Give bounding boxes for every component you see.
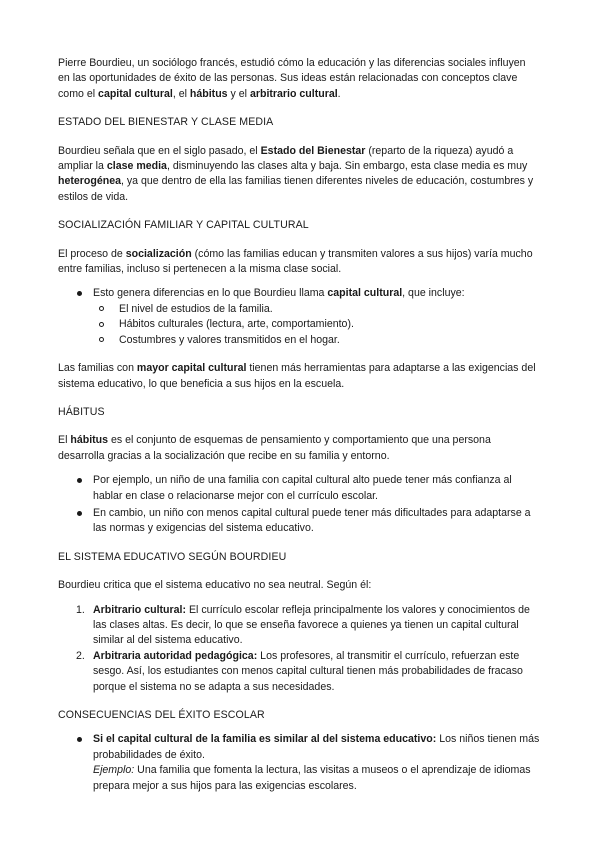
sub-list-item: [93, 333, 540, 348]
numbered-item-text: El currículo escolar refleja principalmente los valores y conocimientos de las clases altas. Es decir, lo que se enseña favorece a quienes ya tienen un capital cultural similar al del sistema educativo.: [93, 603, 530, 647]
hollow-bullet-icon: [99, 337, 104, 342]
list-item: [58, 286, 540, 348]
intro-text: .: [337, 87, 341, 100]
intro-term-capital-cultural: capital cultural: [98, 87, 173, 100]
paragraph-text: tienen más herramientas para adaptarse a las exigencias del sistema educativo, lo que beneficia a sus hijos en la escuela.: [58, 362, 536, 390]
term-arbitrario-cultural: Arbitrario cultural:: [93, 603, 187, 616]
paragraph-text: , ya que dentro de ella las familias tienen diferentes niveles de educación, costumbres y estilos de vida.: [58, 175, 534, 203]
paragraph-text: Las familias con: [58, 362, 137, 375]
bullet-icon: [77, 511, 82, 516]
socializacion-paragraph: [58, 247, 540, 278]
list-item-text: En cambio, un niño con menos capital cultural puede tener más dificultades para adaptarse a las normas y exigencias del sistema educativo.: [93, 506, 531, 535]
term-clase-media: clase media: [106, 160, 167, 173]
paragraph-text: Bourdieu señala que en el siglo pasado, el: [58, 144, 261, 157]
term-habitus: hábitus: [70, 434, 109, 447]
intro-paragraph: [58, 56, 540, 102]
estado-bienestar-paragraph: [58, 144, 540, 206]
term-socializacion: socialización: [125, 247, 192, 260]
bullet-icon: [77, 737, 82, 742]
paragraph-text: El: [58, 434, 71, 447]
item-number: 1.: [76, 603, 85, 616]
paragraph-text: , disminuyendo las clases alta y baja. Sin embargo, esta clase media es muy: [166, 160, 528, 173]
bullet-icon: [77, 478, 82, 483]
term-arbitraria-autoridad: Arbitraria autoridad pedagógica:: [93, 649, 258, 662]
capital-cultural-list: [58, 286, 540, 348]
list-item: [58, 473, 540, 504]
section-heading-habitus: HÁBITUS: [58, 405, 105, 418]
sub-list-item: [93, 302, 540, 317]
paragraph-text: es el conjunto de esquemas de pensamiento y comportamiento que una persona desarrolla gracias a la socialización que recibe en su familia y entorno.: [58, 434, 491, 462]
paragraph-text: (cómo las familias educan y transmiten valores a sus hijos) varía mucho entre familias, incluso si pertenecen a la misma clase social.: [58, 247, 533, 276]
term-estado-bienestar: Estado del Bienestar: [260, 144, 366, 157]
habitus-examples-list: [58, 473, 540, 537]
intro-term-arbitrario: arbitrario cultural: [249, 87, 338, 100]
sub-list-item-text: Hábitos culturales (lectura, arte, comportamiento).: [119, 318, 354, 331]
list-item-text: Esto genera diferencias en lo que Bourdieu llama: [93, 287, 328, 300]
document-page: [58, 56, 540, 807]
intro-text: Pierre Bourdieu, un sociólogo francés, estudió cómo la educación y las diferencias sociales influyen en las oportunidades de éxito de las personas. Sus ideas están relacionadas con conceptos clave como el: [58, 57, 526, 100]
mayor-capital-paragraph: [58, 361, 540, 392]
sistema-educativo-list: [58, 603, 540, 695]
list-item-text: Por ejemplo, un niño de una familia con capital cultural alto puede tener más confianza al hablar en clase o relacionarse mejor con el currículo escolar.: [93, 474, 512, 502]
intro-text: y el: [227, 87, 250, 100]
hollow-bullet-icon: [99, 322, 104, 327]
sub-list-item: [93, 317, 540, 332]
intro-text: , el: [172, 87, 190, 100]
numbered-item-text: Los profesores, al transmitir el currículo, refuerzan este sesgo. Así, los estudiantes con menos capital cultural tienen más probabilidades de fracaso porque el sistema no se adapta a sus necesidades.: [93, 649, 523, 693]
term-mayor-capital-cultural: mayor capital cultural: [136, 362, 247, 375]
capital-cultural-sublist: [93, 302, 540, 348]
term-capital-similar: Si el capital cultural de la familia es similar al del sistema educativo:: [93, 733, 437, 746]
sistema-educativo-paragraph: Bourdieu critica que el sistema educativo no sea neutral. Según él:: [58, 579, 372, 592]
list-item: [58, 732, 540, 794]
section-heading-consecuencias: CONSECUENCIAS DEL ÉXITO ESCOLAR: [58, 709, 265, 721]
section-heading-socializacion: SOCIALIZACIÓN FAMILIAR Y CAPITAL CULTURAL: [58, 219, 309, 232]
paragraph-text: El proceso de: [58, 247, 126, 260]
habitus-paragraph: [58, 433, 540, 464]
item-number: 2.: [76, 649, 85, 662]
numbered-item: [58, 649, 540, 695]
sub-list-item-text: El nivel de estudios de la familia.: [119, 302, 273, 315]
paragraph-text: (reparto de la riqueza) ayudó a ampliar la: [58, 144, 514, 173]
consecuencias-list: [58, 732, 540, 794]
hollow-bullet-icon: [99, 306, 104, 311]
bullet-icon: [77, 291, 82, 296]
example-text: Una familia que fomenta la lectura, las visitas a museos o el aprendizaje de idiomas prepara mejor a sus hijos para las exigencias escolares.: [93, 764, 531, 792]
section-heading-estado-bienestar: ESTADO DEL BIENESTAR Y CLASE MEDIA: [58, 116, 274, 129]
section-heading-sistema-educativo: EL SISTEMA EDUCATIVO SEGÚN BOURDIEU: [58, 550, 287, 563]
list-item-text: Los niños tienen más probabilidades de éxito.: [93, 733, 540, 761]
term-heterogenea: heterogénea: [58, 175, 121, 188]
sub-list-item-text: Costumbres y valores transmitidos en el hogar.: [119, 333, 340, 346]
list-item-text: , que incluye:: [402, 287, 465, 300]
intro-term-habitus: hábitus: [189, 87, 228, 100]
list-item: [58, 506, 540, 537]
term-capital-cultural: capital cultural: [327, 287, 403, 300]
example-label: Ejemplo:: [93, 764, 135, 777]
numbered-item: [58, 603, 540, 649]
